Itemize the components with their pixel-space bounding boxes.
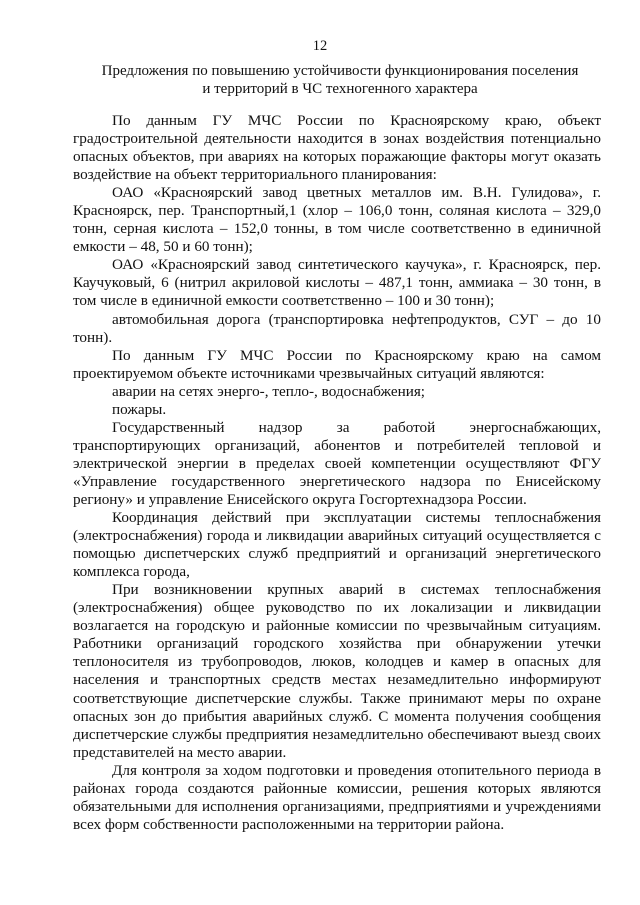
paragraph-intro: По данным ГУ МЧС России по Красноярскому краю, объект градостроительной деятельности находится в зонах воздействия потенциально опасных объектов, при авариях на которых поражающие факторы могут оказать воздействие на объект территориального планирования: [73,112,601,184]
page-number: 12 [312,38,328,54]
section-title [80,62,600,98]
paragraph-hazard-metallurgical-plant: ОАО «Красноярский завод цветных металлов им. В.Н. Гулидова», г. Красноярск, пер. Транспортный,1 (хлор – 106,0 тонн, соляная кислота – 329,0 тонн, серная кислота – 152,0 тонны, в том числе соответственно в единичной емкости – 48, 50 и 60 тонн); [73,184,601,256]
paragraph-hazard-road: автомобильная дорога (транспортировка нефтепродуктов, СУГ – до 10 тонн). [73,310,601,346]
section-title-line-2: и территорий в ЧС техногенного характера [202,81,478,97]
paragraph-state-supervision: Государственный надзор за работой энергоснабжающих, транспортирующих организаций, абонентов и потребителей тепловой и электрической энергии в пределах своей компетенции осуществляют ФГУ «Управление государственного энергетического надзора по Енисейскому региону» и управление Енисейского округа Госгортехнадзора России. [73,418,601,508]
paragraph-emergency-sources: По данным ГУ МЧС России по Красноярскому краю на самом проектируемом объекте источниками чрезвычайных ситуаций являются: [73,346,601,382]
document-body [73,112,601,834]
list-item-network-accidents: аварии на сетях энерго-, тепло-, водоснабжения; [112,382,426,400]
paragraph-heating-control: Для контроля за ходом подготовки и проведения отопительного периода в районах города создаются районные комиссии, решения которых являются обязательными для исполнения организациями, предприятиями и учреждениями всех форм собственности расположенными на территории района. [73,761,601,833]
paragraph-coordination: Координация действий при эксплуатации системы теплоснабжения (электроснабжения) города и ликвидации аварийных ситуаций осуществляется с помощью диспетчерских служб предприятий и организаций энергетического комплекса города, [73,509,601,581]
section-title-line-1: Предложения по повышению устойчивости функционирования поселения [101,63,579,79]
list-item-fires: пожары. [112,400,167,418]
paragraph-major-accidents: При возникновении крупных аварий в системах теплоснабжения (электроснабжения) общее руководство по их локализации и ликвидации возлагается на городскую и районные комиссии по чрезвычайным ситуациям. Работники организаций городского хозяйства при обнаружении утечки теплоносителя из трубопроводов, люков, колодцев и камер в опасных для населения и транспортных средств местах незамедлительно информируют соответствующие диспетчерские службы. Также принимают меры по охране опасных зон до прибытия аварийных служб. С момента получения сообщения диспетчерские службы предприятия незамедлительно обеспечивают выезд своих представителей на место аварии. [73,581,601,761]
paragraph-hazard-rubber-plant: ОАО «Красноярский завод синтетического каучука», г. Красноярск, пер. Каучуковый, 6 (нитрил акриловой кислоты – 487,1 тонн, аммиака – 30 тонн, в том числе в единичной емкости соответственно – 100 и 30 тонн); [73,256,601,310]
